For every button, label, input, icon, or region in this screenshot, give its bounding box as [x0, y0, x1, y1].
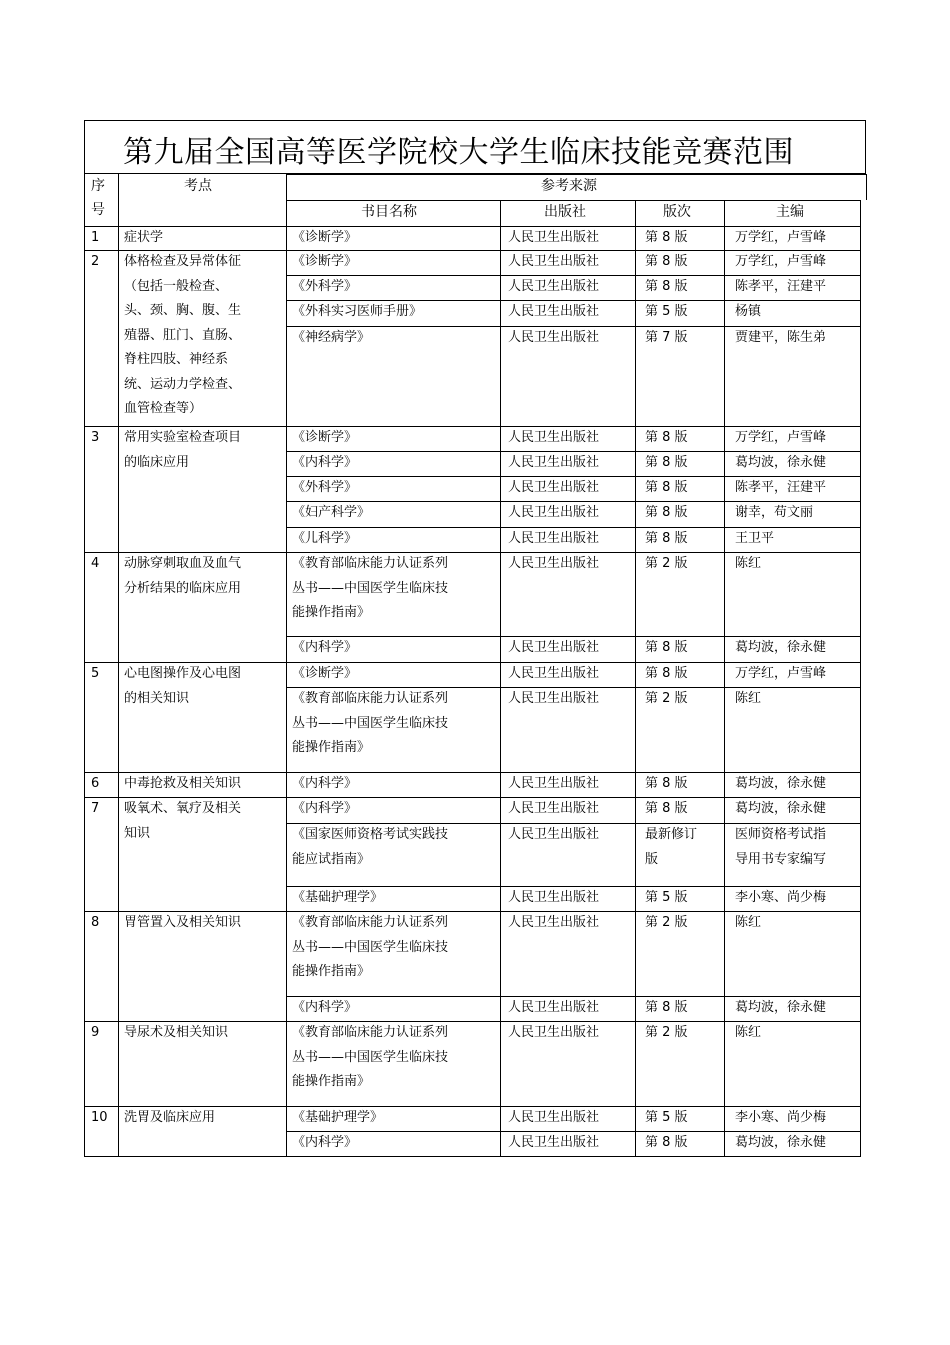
ref-book-title: 《内科学》 [292, 776, 358, 791]
ref-editor: 李小寒、尚少梅 [735, 1110, 827, 1125]
ref-edition: 第 5 版 [645, 1110, 688, 1125]
row-topic-line: 中毒抢救及相关知识 [124, 776, 242, 791]
ref-book-title: 《诊断学》 [292, 430, 358, 445]
header-seq-label-top: 序 [91, 178, 105, 194]
row-topic-line: 心电图操作及心电图 [124, 666, 242, 681]
row-topic-line: 常用实验室检查项目 [124, 430, 242, 445]
row-topic-line: （包括一般检查、 [124, 278, 229, 294]
ref-book-title: 能操作指南》 [292, 740, 371, 755]
row-topic-line: 统、运动力学检查、 [124, 376, 242, 392]
ref-book-title: 《国家医师资格考试实践技 [292, 827, 449, 842]
ref-book-title: 《外科学》 [292, 480, 358, 495]
ref-editor: 陈红 [735, 691, 762, 706]
ref-editor: 葛均波，徐永健 [735, 801, 827, 816]
header-source-label: 参考来源 [541, 178, 597, 194]
ref-book-title: 《内科学》 [292, 1135, 358, 1150]
row-seq: 8 [91, 915, 100, 930]
ref-book-title: 能操作指南》 [292, 1074, 371, 1089]
ref-publisher: 人民卫生出版社 [508, 827, 600, 842]
ref-book-title: 《儿科学》 [292, 531, 358, 546]
ref-publisher: 人民卫生出版社 [508, 480, 600, 495]
ref-publisher: 人民卫生出版社 [508, 1025, 600, 1040]
header-divider-publisher [635, 200, 636, 226]
row-seq: 5 [91, 666, 100, 681]
ref-editor: 葛均波，徐永健 [735, 1135, 827, 1150]
ref-edition: 第 2 版 [645, 1025, 688, 1040]
ref-edition: 第 8 版 [645, 430, 688, 445]
column-rule-3 [500, 226, 501, 1157]
header-divider-edition [724, 200, 725, 226]
ref-edition: 第 8 版 [645, 666, 688, 681]
header-topic-label: 考点 [184, 178, 212, 194]
ref-book-title: 《教育部临床能力认证系列 [292, 1025, 449, 1040]
ref-edition: 第 8 版 [645, 1135, 688, 1150]
ref-editor: 李小寒、尚少梅 [735, 890, 827, 905]
ref-edition: 第 8 版 [645, 230, 688, 245]
ref-book-title: 能操作指南》 [292, 605, 371, 620]
ref-publisher: 人民卫生出版社 [508, 556, 600, 571]
ref-publisher: 人民卫生出版社 [508, 430, 600, 445]
ref-book-title: 《外科实习医师手册》 [292, 304, 423, 319]
row-seq: 3 [91, 430, 100, 445]
ref-publisher: 人民卫生出版社 [508, 666, 600, 681]
ref-book-title: 《内科学》 [292, 801, 358, 816]
ref-publisher: 人民卫生出版社 [508, 330, 600, 345]
ref-editor: 万学红，卢雪峰 [735, 254, 827, 269]
row-seq: 10 [91, 1110, 108, 1125]
header-divider-book [500, 200, 501, 226]
ref-publisher: 人民卫生出版社 [508, 691, 600, 706]
row-topic-line: 症状学 [124, 230, 164, 245]
ref-editor: 陈孝平，汪建平 [735, 279, 827, 294]
ref-edition: 第 8 版 [645, 505, 688, 520]
ref-publisher: 人民卫生出版社 [508, 531, 600, 546]
column-rule-4 [635, 226, 636, 1157]
row-topic-line: 的相关知识 [124, 690, 190, 706]
ref-editor: 贾建平，陈生弟 [735, 330, 827, 345]
ref-book-title: 《外科学》 [292, 279, 358, 294]
column-rule-2 [286, 226, 287, 1157]
ref-edition: 版 [645, 851, 659, 867]
ref-edition: 第 8 版 [645, 480, 688, 495]
ref-publisher: 人民卫生出版社 [508, 455, 600, 470]
row-topic-line: 的临床应用 [124, 454, 190, 470]
row-topic-line: 知识 [124, 825, 151, 841]
row-seq: 7 [91, 801, 100, 816]
row-topic-line: 洗胃及临床应用 [124, 1110, 216, 1125]
row-seq: 6 [91, 776, 100, 791]
row-seq: 1 [91, 230, 100, 245]
ref-edition: 第 5 版 [645, 304, 688, 319]
ref-book-title: 丛书——中国医学生临床技 [292, 715, 449, 731]
row-rule-10 [84, 1156, 861, 1157]
column-rule-5 [724, 226, 725, 1157]
ref-editor: 导用书专家编写 [735, 851, 827, 867]
row-topic-line: 导尿术及相关知识 [124, 1025, 229, 1040]
ref-book-title: 《基础护理学》 [292, 1110, 384, 1125]
ref-publisher: 人民卫生出版社 [508, 505, 600, 520]
ref-publisher: 人民卫生出版社 [508, 801, 600, 816]
row-seq: 2 [91, 254, 100, 269]
row-topic-line: 胃管置入及相关知识 [124, 915, 242, 930]
ref-edition: 第 8 版 [645, 254, 688, 269]
ref-edition: 第 8 版 [645, 776, 688, 791]
row-topic-line: 吸氧术、氧疗及相关 [124, 801, 242, 816]
ref-editor: 谢幸，苟文丽 [735, 505, 814, 520]
ref-publisher: 人民卫生出版社 [508, 304, 600, 319]
ref-publisher: 人民卫生出版社 [508, 776, 600, 791]
ref-editor: 葛均波，徐永健 [735, 1000, 827, 1015]
ref-book-title: 能操作指南》 [292, 964, 371, 979]
row-topic-line: 头、颈、胸、腹、生 [124, 303, 242, 318]
ref-editor: 万学红，卢雪峰 [735, 666, 827, 681]
ref-publisher: 人民卫生出版社 [508, 915, 600, 930]
ref-edition: 最新修订 [645, 827, 698, 842]
ref-edition: 第 8 版 [645, 455, 688, 470]
ref-book-title: 《教育部临床能力认证系列 [292, 915, 449, 930]
ref-publisher: 人民卫生出版社 [508, 1135, 600, 1150]
ref-edition: 第 8 版 [645, 640, 688, 655]
ref-publisher: 人民卫生出版社 [508, 1110, 600, 1125]
header-border-left [84, 174, 85, 226]
ref-book-title: 能应试指南》 [292, 851, 371, 867]
ref-editor: 杨镇 [735, 304, 762, 319]
ref-editor: 王卫平 [735, 531, 775, 546]
ref-editor: 万学红，卢雪峰 [735, 230, 827, 245]
ref-publisher: 人民卫生出版社 [508, 640, 600, 655]
ref-edition: 第 7 版 [645, 330, 688, 345]
ref-edition: 第 5 版 [645, 890, 688, 905]
header-publisher-label: 出版社 [544, 204, 586, 220]
ref-book-title: 《内科学》 [292, 640, 358, 655]
header-border-right [860, 200, 861, 226]
row-topic-line: 脊柱四肢、神经系 [124, 352, 229, 367]
ref-edition: 第 2 版 [645, 691, 688, 706]
ref-editor: 葛均波，徐永健 [735, 640, 827, 655]
ref-editor: 葛均波，徐永健 [735, 776, 827, 791]
ref-book-title: 《诊断学》 [292, 230, 358, 245]
row-seq: 4 [91, 556, 100, 571]
ref-publisher: 人民卫生出版社 [508, 254, 600, 269]
header-divider-seq [118, 174, 119, 226]
ref-edition: 第 8 版 [645, 531, 688, 546]
row-topic-line: 体格检查及异常体征 [124, 254, 242, 269]
ref-book-title: 《神经病学》 [292, 330, 371, 345]
ref-book-title: 《基础护理学》 [292, 890, 384, 905]
ref-book-title: 《教育部临床能力认证系列 [292, 691, 449, 706]
ref-editor: 陈红 [735, 915, 762, 930]
ref-book-title: 《诊断学》 [292, 666, 358, 681]
column-rule-6 [860, 226, 861, 1157]
column-rule-1 [118, 226, 119, 1157]
ref-editor: 葛均波，徐永健 [735, 455, 827, 470]
row-topic-line: 血管检查等） [124, 401, 203, 416]
header-book-label: 书目名称 [361, 204, 417, 220]
ref-editor: 万学红，卢雪峰 [735, 430, 827, 445]
row-topic-line: 殖器、肛门、直肠、 [124, 327, 242, 343]
ref-editor: 陈红 [735, 1025, 762, 1040]
ref-edition: 第 2 版 [645, 915, 688, 930]
row-topic-line: 分析结果的临床应用 [124, 580, 242, 596]
header-seq-label-bottom: 号 [91, 202, 105, 218]
ref-editor: 陈孝平，汪建平 [735, 480, 827, 495]
ref-edition: 第 8 版 [645, 279, 688, 294]
page-title: 第九届全国高等医学院校大学生临床技能竞赛范围 [123, 135, 794, 170]
ref-book-title: 丛书——中国医学生临床技 [292, 939, 449, 955]
ref-book-title: 《诊断学》 [292, 254, 358, 269]
ref-publisher: 人民卫生出版社 [508, 1000, 600, 1015]
ref-edition: 第 8 版 [645, 801, 688, 816]
ref-publisher: 人民卫生出版社 [508, 279, 600, 294]
header-source-right [866, 174, 867, 200]
row-seq: 9 [91, 1025, 100, 1040]
row-topic-line: 动脉穿刺取血及血气 [124, 556, 242, 571]
ref-publisher: 人民卫生出版社 [508, 230, 600, 245]
header-editor-label: 主编 [776, 204, 804, 220]
ref-book-title: 《内科学》 [292, 455, 358, 470]
ref-edition: 第 8 版 [645, 1000, 688, 1015]
column-rule-0 [84, 226, 85, 1157]
ref-editor: 医师资格考试指 [735, 827, 827, 842]
ref-book-title: 丛书——中国医学生临床技 [292, 1049, 449, 1065]
header-edition-label: 版次 [663, 204, 691, 220]
ref-book-title: 《妇产科学》 [292, 505, 371, 520]
ref-book-title: 丛书——中国医学生临床技 [292, 580, 449, 596]
ref-book-title: 《教育部临床能力认证系列 [292, 556, 449, 571]
ref-editor: 陈红 [735, 556, 762, 571]
ref-edition: 第 2 版 [645, 556, 688, 571]
ref-publisher: 人民卫生出版社 [508, 890, 600, 905]
ref-book-title: 《内科学》 [292, 1000, 358, 1015]
